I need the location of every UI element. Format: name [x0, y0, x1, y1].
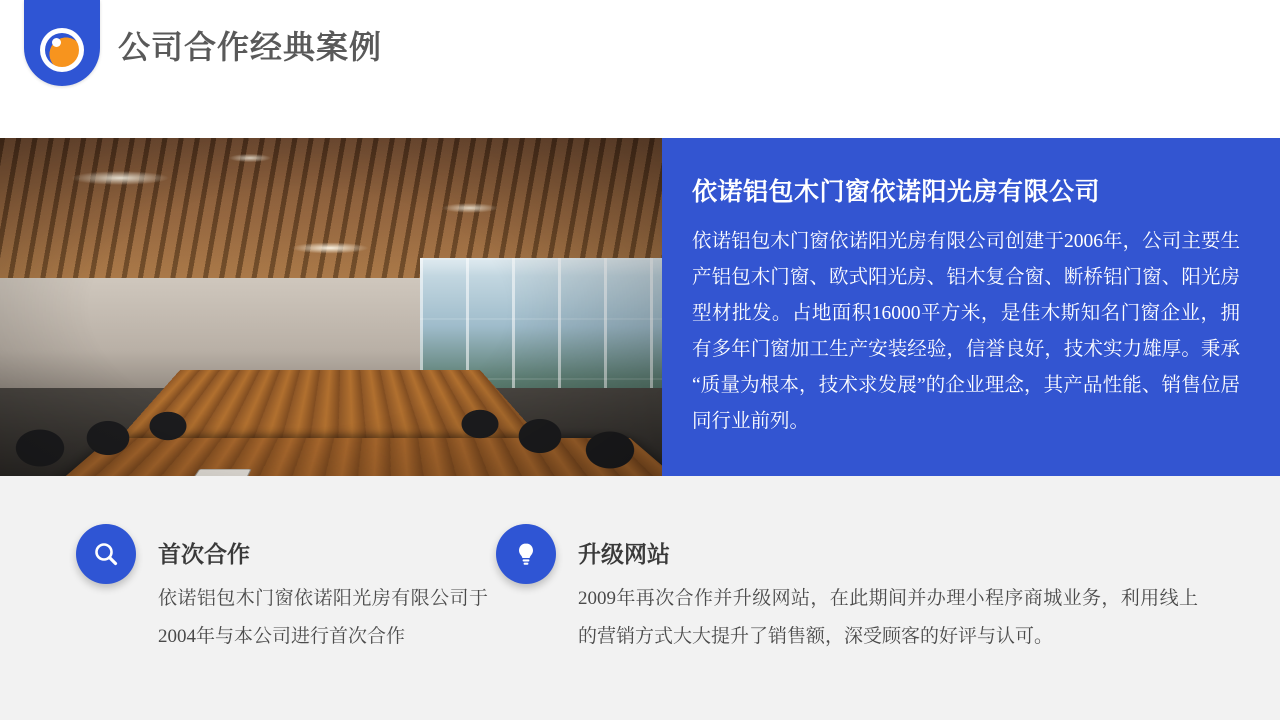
- feature-text: 依诺铝包木门窗依诺阳光房有限公司于2004年与本公司进行首次合作: [158, 588, 488, 647]
- photo-vignette: [0, 138, 662, 476]
- page-header: [0, 0, 1280, 138]
- company-name: 依诺铝包木门窗依诺阳光房有限公司: [692, 178, 1101, 206]
- feature-title: 升级网站: [578, 541, 670, 567]
- features-section: [0, 476, 1280, 720]
- page-title: 公司合作经典案例: [118, 29, 383, 65]
- logo-inner-circle: [40, 28, 84, 72]
- hero-section: [0, 138, 1280, 476]
- company-description: 依诺铝包木门窗依诺阳光房有限公司创建于2006年，公司主要生产铝包木门窗、欧式阳光房、铝木复合窗、断桥铝门窗、阳光房型材批发。占地面积16000平方米，是佳木斯知名门窗企业，拥有多年门窗加工生产安装经验，信誉良好，技术实力雄厚。秉承“质量为根本，技术求发展”的企业理念，其产品性能、销售位居同行业前列。: [692, 231, 1240, 432]
- logo-glyph: [45, 33, 79, 67]
- search-icon: [76, 524, 136, 584]
- lightbulb-icon: [496, 524, 556, 584]
- company-logo-icon: [24, 0, 100, 86]
- feature-title: 首次合作: [158, 541, 250, 567]
- office-meeting-room-photo: [0, 138, 662, 476]
- company-info-card: [662, 138, 1280, 476]
- feature-text: 2009年再次合作并升级网站，在此期间并办理小程序商城业务，利用线上的营销方式大大提升了销售额，深受顾客的好评与认可。: [578, 588, 1198, 647]
